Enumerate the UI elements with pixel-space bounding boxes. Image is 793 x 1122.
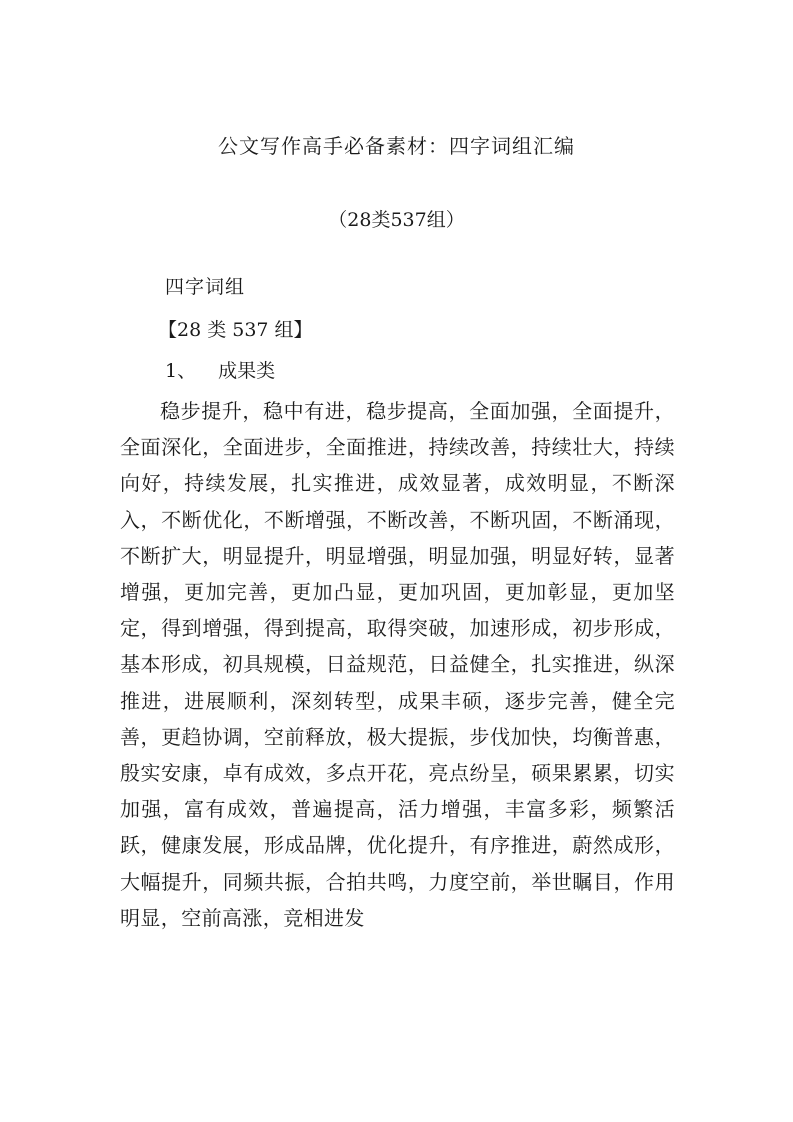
body-paragraph: 稳步提升，稳中有进，稳步提高，全面加强，全面提升，全面深化，全面进步，全面推进，持续改善，持续壮大，持续向好，持续发展，扎实推进，成效显著，成效明显，不断深入，不断优化，不断增强，不断改善，不断巩固，不断涌现，不断扩大，明显提升，明显增强，明显加强，明显好转，显著增强，更加完善，更加凸显，更加巩固，更加彰显，更加坚定，得到增强，得到提高，取得突破，加速形成，初步形成，基本形成，初具规模，日益规范，日益健全，扎实推进，纵深推进，进展顺利，深刻转型，成果丰硕，逐步完善，健全完善，更趋协调，空前释放，极大提振，步伐加快，均衡普惠，殷实安康，卓有成效，多点开花，亮点纷呈，硕果累累，切实加强，富有成效，普遍提高，活力增强，丰富多彩，频繁活跃，健康发展，形成品牌，优化提升，有序推进，蔚然成形，大幅提升，同频共振，合拍共鸣，力度空前，举世瞩目，作用明显，空前高涨，竞相进发 bbox=[120, 399, 675, 930]
document-title: 公文写作高手必备素材：四字词组汇编 bbox=[218, 134, 575, 158]
category-number: 1、 bbox=[165, 360, 197, 382]
category-label: 成果类 bbox=[218, 360, 276, 382]
section-heading: 四字词组 bbox=[165, 276, 246, 298]
document-subtitle: （28类537组） bbox=[328, 209, 465, 231]
category-heading bbox=[165, 356, 275, 383]
count-label: 【28 类 537 组】 bbox=[158, 319, 313, 341]
